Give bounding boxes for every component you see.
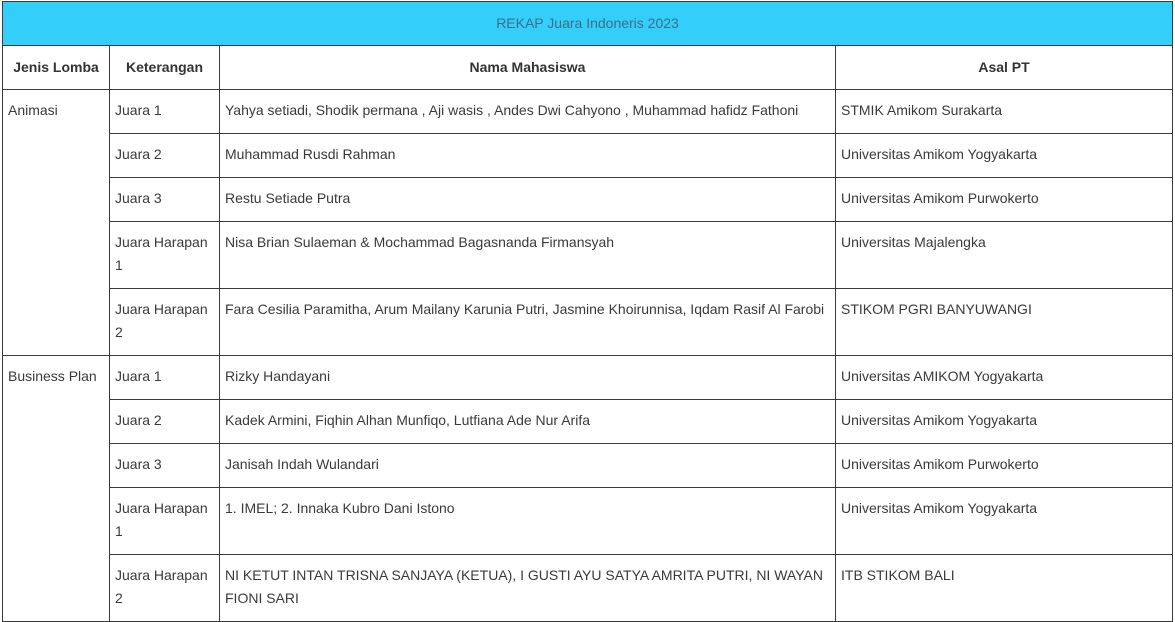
rank-cell: Juara 2 (110, 134, 220, 178)
names-cell: Rizky Handayani (220, 356, 836, 400)
names-cell: 1. IMEL; 2. Innaka Kubro Dani Istono (220, 488, 836, 555)
names-cell: Restu Setiade Putra (220, 178, 836, 222)
institution-cell: Universitas AMIKOM Yogyakarta (836, 356, 1173, 400)
header-asal-pt: Asal PT (836, 46, 1173, 90)
institution-cell: Universitas Amikom Purwokerto (836, 444, 1173, 488)
table-row (3, 488, 1173, 555)
names-cell: Nisa Brian Sulaeman & Mochammad Bagasnanda Firmansyah (220, 222, 836, 289)
table-row (3, 289, 1173, 356)
rank-cell: Juara Harapan 1 (110, 222, 220, 289)
table-row (3, 134, 1173, 178)
rank-cell: Juara 2 (110, 400, 220, 444)
institution-cell: STIKOM PGRI BANYUWANGI (836, 289, 1173, 356)
table-title-row (3, 2, 1173, 46)
table-row (3, 444, 1173, 488)
names-cell: Janisah Indah Wulandari (220, 444, 836, 488)
category-cell: Animasi (3, 90, 110, 356)
table-row (3, 178, 1173, 222)
institution-cell: Universitas Amikom Yogyakarta (836, 400, 1173, 444)
institution-cell: Universitas Amikom Yogyakarta (836, 134, 1173, 178)
table-row (3, 400, 1173, 444)
header-jenis-lomba: Jenis Lomba (3, 46, 110, 90)
names-cell: Yahya setiadi, Shodik permana , Aji wasis , Andes Dwi Cahyono , Muhammad hafidz Fathoni (220, 90, 836, 134)
results-table (2, 1, 1173, 622)
rank-cell: Juara Harapan 1 (110, 488, 220, 555)
rank-cell: Juara Harapan 2 (110, 555, 220, 622)
rank-cell: Juara 1 (110, 90, 220, 134)
table-row (3, 90, 1173, 134)
results-table-container (2, 1, 1173, 622)
table-header-row (3, 46, 1173, 90)
rank-cell: Juara 3 (110, 444, 220, 488)
rank-cell: Juara Harapan 2 (110, 289, 220, 356)
header-keterangan: Keterangan (110, 46, 220, 90)
names-cell: Muhammad Rusdi Rahman (220, 134, 836, 178)
category-cell: Business Plan (3, 356, 110, 622)
names-cell: NI KETUT INTAN TRISNA SANJAYA (KETUA), I GUSTI AYU SATYA AMRITA PUTRI, NI WAYAN FIONI SARI (220, 555, 836, 622)
institution-cell: STMIK Amikom Surakarta (836, 90, 1173, 134)
names-cell: Fara Cesilia Paramitha, Arum Mailany Karunia Putri, Jasmine Khoirunnisa, Iqdam Rasif Al Farobi (220, 289, 836, 356)
names-cell: Kadek Armini, Fiqhin Alhan Munfiqo, Lutfiana Ade Nur Arifa (220, 400, 836, 444)
institution-cell: ITB STIKOM BALI (836, 555, 1173, 622)
rank-cell: Juara 1 (110, 356, 220, 400)
table-row (3, 222, 1173, 289)
table-title: REKAP Juara Indoneris 2023 (3, 2, 1173, 46)
rank-cell: Juara 3 (110, 178, 220, 222)
institution-cell: Universitas Amikom Purwokerto (836, 178, 1173, 222)
table-row (3, 356, 1173, 400)
institution-cell: Universitas Majalengka (836, 222, 1173, 289)
institution-cell: Universitas Amikom Yogyakarta (836, 488, 1173, 555)
header-nama-mahasiswa: Nama Mahasiswa (220, 46, 836, 90)
table-row (3, 555, 1173, 622)
